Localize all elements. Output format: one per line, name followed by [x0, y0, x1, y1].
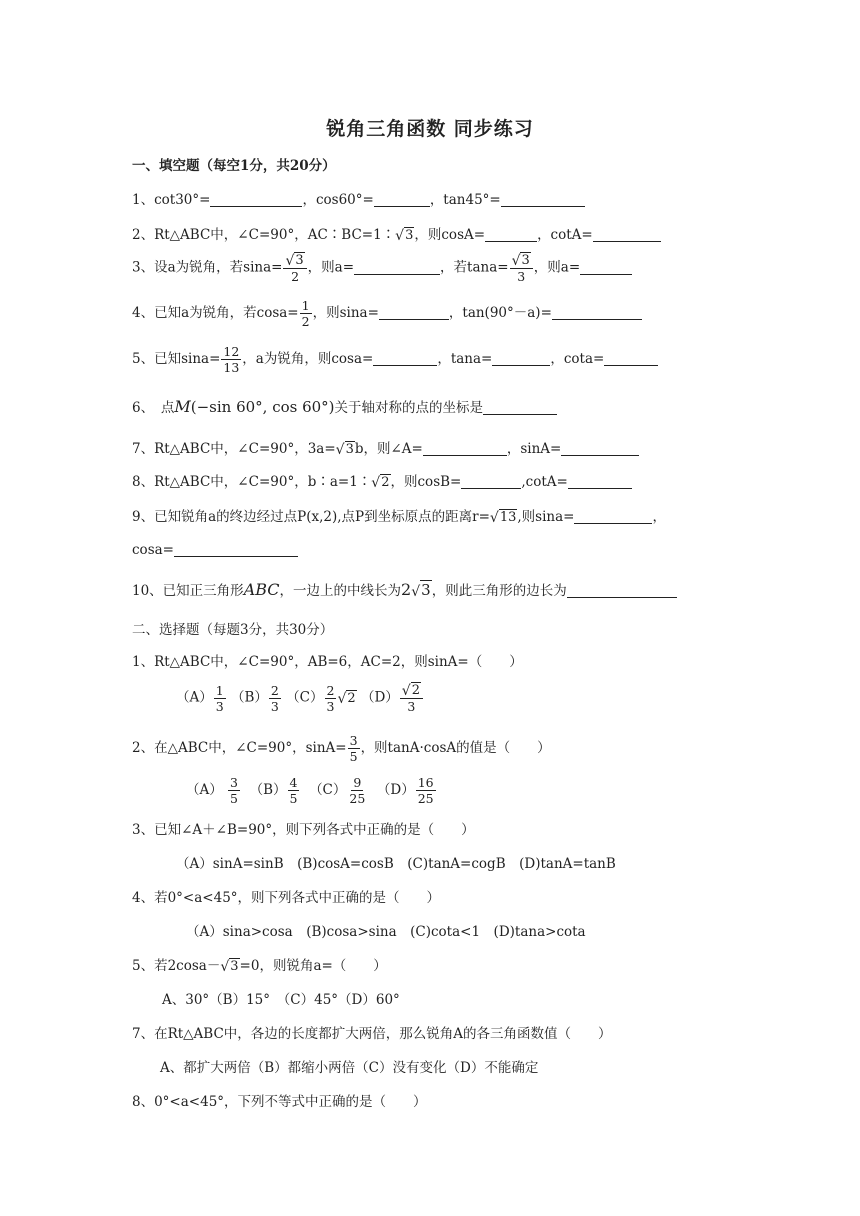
answer-blank[interactable] [593, 226, 661, 242]
answer-blank[interactable] [461, 473, 521, 489]
choice-q7-stem: 7、在Rt△ABC中，各边的长度都扩大两倍，那么锐角A的各三角函数值（ ） [132, 1026, 612, 1042]
fill-q9-cont: cosa= [132, 540, 298, 560]
fill-q7: 7、Rt△ABC中，∠C=90°，3a=√3b，则∠A= ，sinA= [132, 439, 639, 460]
answer-blank[interactable] [485, 226, 537, 242]
section-2-heading: 二、选择题（每题3分，共30分） [132, 622, 334, 638]
page-title: 锐角三角函数 同步练习 [326, 118, 534, 140]
sqrt: √3 [411, 581, 431, 600]
answer-blank[interactable] [210, 191, 302, 207]
choice-q1-options: （A） $\frac{1}{3}$ （B） $\frac{2}{3}$ （C） $\frac{2}{3}$ √2 （D） $\frac{√2}{3}$ [176, 682, 424, 714]
choice-q8-stem: 8、0°<a<45°，下列不等式中正确的是（ ） [132, 1094, 427, 1110]
answer-blank[interactable] [574, 508, 652, 524]
fill-q5: 5、已知sina= $\frac{12}{13}$ ，a为锐角，则cosa= ，tana= ，cota= [132, 344, 658, 375]
fill-q2: 2、Rt△ABC中，∠C=90°，AC∶BC=1∶√3，则cosA= ，cotA= [132, 225, 661, 246]
answer-blank[interactable] [501, 191, 585, 207]
sqrt: √3 [395, 228, 414, 244]
answer-blank[interactable] [604, 350, 658, 366]
fill-q4: 4、已知a为锐角，若cosa= $\frac{1}{2}$ ，则sina= ，tan(90°－a)= [132, 298, 642, 329]
section-1-heading: 一、填空题（每空1分，共20分） [132, 158, 336, 174]
answer-blank[interactable] [561, 440, 639, 456]
choice-q2-options: （A） $\frac{3}{5}$ （B） $\frac{4}{5}$ （C） $\frac{9}{25}$ （D） $\frac{16}{25}$ [186, 775, 434, 806]
answer-blank[interactable] [354, 259, 440, 275]
answer-blank[interactable] [568, 473, 632, 489]
choice-q3-stem: 3、已知∠A＋∠B=90°，则下列各式中正确的是（ ） [132, 822, 475, 838]
answer-blank[interactable] [174, 541, 298, 557]
answer-blank[interactable] [567, 582, 677, 598]
fill-q3: 3、设a为锐角，若sina= $\frac{√3}{2}$ ，则a= ，若tana= $\frac{√3}{3}$ ，则a= [132, 252, 632, 284]
choice-q4-stem: 4、若0°<a<45°，则下列各式中正确的是（ ） [132, 890, 441, 906]
answer-blank[interactable] [483, 399, 557, 415]
answer-blank[interactable] [552, 304, 642, 320]
fill-q6: 6、 点M(−sin 60°, cos 60°)关于轴对称的点的坐标是 [132, 397, 557, 418]
answer-blank[interactable] [492, 350, 550, 366]
choice-q5-stem: 5、若2cosa－√3=0，则锐角a=（ ） [132, 958, 387, 975]
choice-q5-options[interactable]: A、30°（B）15° （C）45°（D）60° [162, 992, 400, 1008]
sqrt: √2 [371, 475, 390, 491]
sqrt: √3 [335, 442, 354, 458]
fraction: $\frac{1}{2}$ [301, 298, 310, 329]
sqrt: √13 [489, 510, 517, 526]
answer-blank[interactable] [374, 191, 430, 207]
fraction: $\frac{√3}{2}$ [283, 252, 306, 284]
choice-q1-stem: 1、Rt△ABC中，∠C=90°，AB=6，AC=2，则sinA=（ ） [132, 654, 523, 670]
fraction: $\frac{12}{13}$ [223, 344, 240, 375]
answer-blank[interactable] [580, 259, 632, 275]
answer-blank[interactable] [379, 304, 449, 320]
fill-q1: 1、cot30°= ，cos60°= ，tan45°= [132, 190, 585, 210]
choice-q3-options[interactable]: （A）sinA=sinB (B)cosA=cosB (C)tanA=cogB (D)tanA=tanB [176, 856, 616, 872]
choice-q7-options[interactable]: A、都扩大两倍（B）都缩小两倍（C）没有变化（D）不能确定 [160, 1060, 539, 1076]
fill-q8: 8、Rt△ABC中，∠C=90°，b∶a=1∶√2，则cosB= ,cotA= [132, 472, 632, 493]
fill-q9: 9、已知锐角a的终边经过点P(x,2),点P到坐标原点的距离r=√13,则sina= ， [132, 509, 666, 526]
answer-blank[interactable] [423, 440, 507, 456]
answer-blank[interactable] [373, 350, 437, 366]
fraction: $\frac{√3}{3}$ [510, 252, 533, 284]
choice-q4-options[interactable]: （A）sina>cosa (B)cosa>sina (C)cota<1 (D)tana>cota [186, 924, 586, 940]
choice-q2-stem: 2、在△ABC中，∠C=90°，sinA= $\frac{3}{5}$ ，则tanA·cosA的值是（ ） [132, 733, 551, 764]
fill-q10: 10、已知正三角形ABC，一边上的中线长为2√3，则此三角形的边长为 [132, 580, 677, 601]
